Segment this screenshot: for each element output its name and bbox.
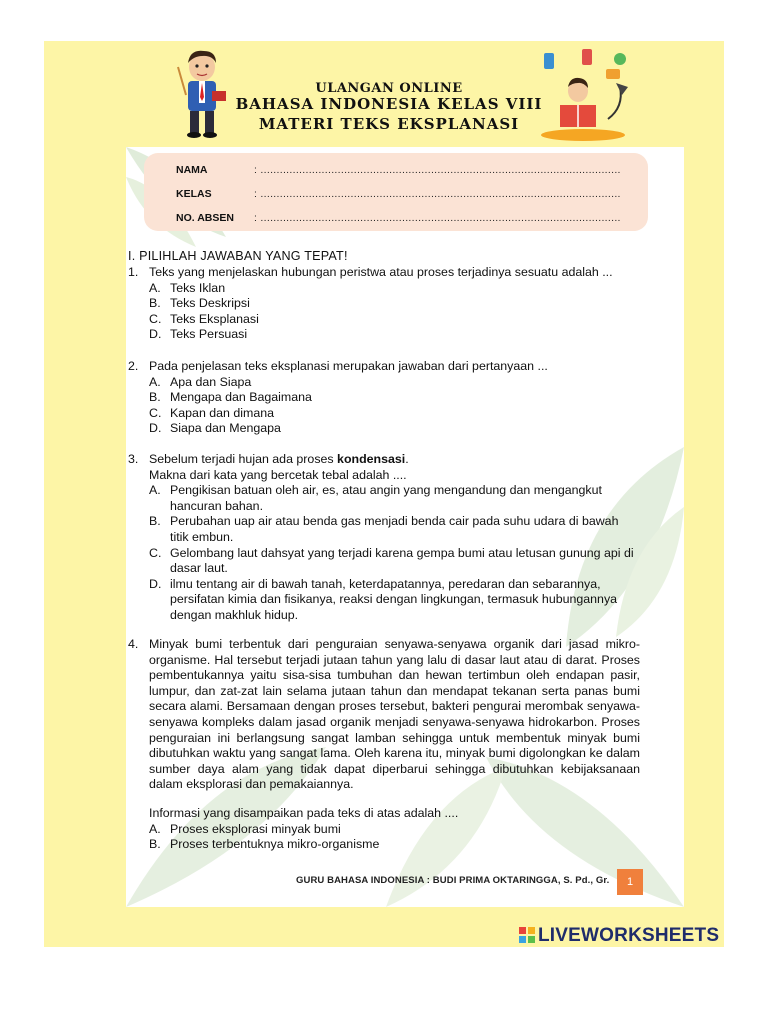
worksheet-content (126, 147, 684, 907)
header-title-line3: MATERI TEKS EKSPLANASI (258, 115, 520, 133)
class-label: KELAS (176, 188, 212, 200)
question-2 (128, 359, 640, 437)
option-a[interactable]: A. Apa dan Siapa (149, 374, 252, 389)
header (44, 41, 724, 147)
bold-term: kondensasi (337, 452, 406, 466)
option-d[interactable]: D. Siapa dan Mengapa (149, 421, 281, 436)
option-c[interactable]: C. Teks Eksplanasi (149, 311, 259, 326)
question-number: 3. (128, 452, 139, 466)
liveworksheets-logo-icon (519, 927, 535, 943)
question-text: Sebelum terjadi hujan ada proses kondensasi. (149, 452, 409, 466)
teacher-footer: GURU BAHASA INDONESIA : BUDI PRIMA OKTARINGGA, S. Pd., Gr. (296, 875, 610, 886)
absence-number-field[interactable]: : ................................................................................................................ (254, 212, 621, 224)
option-a[interactable]: A. Pengikisan batuan oleh air, es, atau angin yang mengandung dan mengangkut hancuran bahan. (149, 483, 602, 513)
question-4 (128, 637, 640, 853)
option-a[interactable]: A. Proses eksplorasi minyak bumi (149, 821, 341, 836)
liveworksheets-brand[interactable]: LIVEWORKSHEETS (538, 925, 720, 946)
option-b[interactable]: B. Teks Deskripsi (149, 296, 250, 311)
header-title-line2: BAHASA INDONESIA KELAS VIII (235, 95, 543, 113)
section-title: I. PILIHLAH JAWABAN YANG TEPAT! (128, 249, 348, 263)
option-c[interactable]: C. Gelombang laut dahsyat yang terjadi karena gempa bumi atau letusan gunung api di dasar laut. (149, 545, 634, 576)
option-d[interactable]: D. ilmu tentang air di bawah tanah, keterdapatannya, peredaran dan sebarannya, persifatan kimia dan fisikanya, reaksi dengan lingkungan, termasuk hubungannya dengan makhluk hidup. (149, 576, 618, 622)
question-3 (128, 452, 640, 624)
question-number: 1. (128, 265, 139, 279)
header-title-line1: ULANGAN ONLINE (315, 81, 463, 96)
option-b[interactable]: B. Perubahan uap air atau benda gas menjadi benda cair pada suhu udara di bawah titik embun. (149, 514, 619, 544)
page-number: 1 (617, 869, 643, 895)
option-a[interactable]: A. Teks Iklan (149, 280, 226, 295)
question-passage: Minyak bumi terbentuk dari penguraian senyawa-senyawa organik dari jasad mikro-organisme. Hal tersebut terjadi jutaan tahun yang lalu di dasar laut atau di darat. Proses pembentukannya yaitu sisa-sisa tumbuhan dan hewan tertimbun oleh endapan pasir, lumpur, dan zat-zat lain selama jutaan tahun dan mendapat tekanan serta panas bumi secara alami. Bersamaan dengan proses tersebut, bakteri pengurai merombak senyawa-senyawa kompleks dalam jasad organik menjadi senyawa-senyawa hidrokarbon. Proses penguraian ini berlangsung sangat lamban sehingga untuk membentuk minyak bumi dibutuhkan waktu yang sangat lama. Oleh karena itu, minyak bumi digolongkan ke dalam sumber daya alam yang tidak dapat diperbarui sehingga dibutuhkan kebijaksanaan dalam eksplorasi dan pemakaiannya. (149, 637, 640, 792)
question-text: Teks yang menjelaskan hubungan peristwa atau proses terjadinya sesuatu adalah ... (149, 265, 613, 279)
student-identity-box (144, 153, 648, 231)
option-d[interactable]: D. Teks Persuasi (149, 327, 248, 342)
class-field[interactable]: : ................................................................................................................ (254, 188, 621, 200)
question-subtext: Informasi yang disampaikan pada teks di atas adalah .... (149, 805, 459, 820)
question-number: 4. (128, 637, 139, 651)
name-label: NAMA (176, 164, 208, 176)
worksheet-page (44, 41, 724, 947)
name-field[interactable]: : ................................................................................................................ (254, 164, 621, 176)
absence-number-label: NO. ABSEN (176, 212, 234, 224)
question-number: 2. (128, 359, 139, 373)
option-b[interactable]: B. Proses terbentuknya mikro-organisme (149, 837, 380, 852)
option-c[interactable]: C. Kapan dan dimana (149, 405, 275, 420)
option-b[interactable]: B. Mengapa dan Bagaimana (149, 390, 312, 405)
question-subtext: Makna dari kata yang bercetak tebal adalah .... (149, 467, 407, 482)
student-reading-illustration (538, 47, 632, 143)
question-1 (128, 265, 640, 343)
question-text: Pada penjelasan teks eksplanasi merupakan jawaban dari pertanyaan ... (149, 359, 548, 373)
